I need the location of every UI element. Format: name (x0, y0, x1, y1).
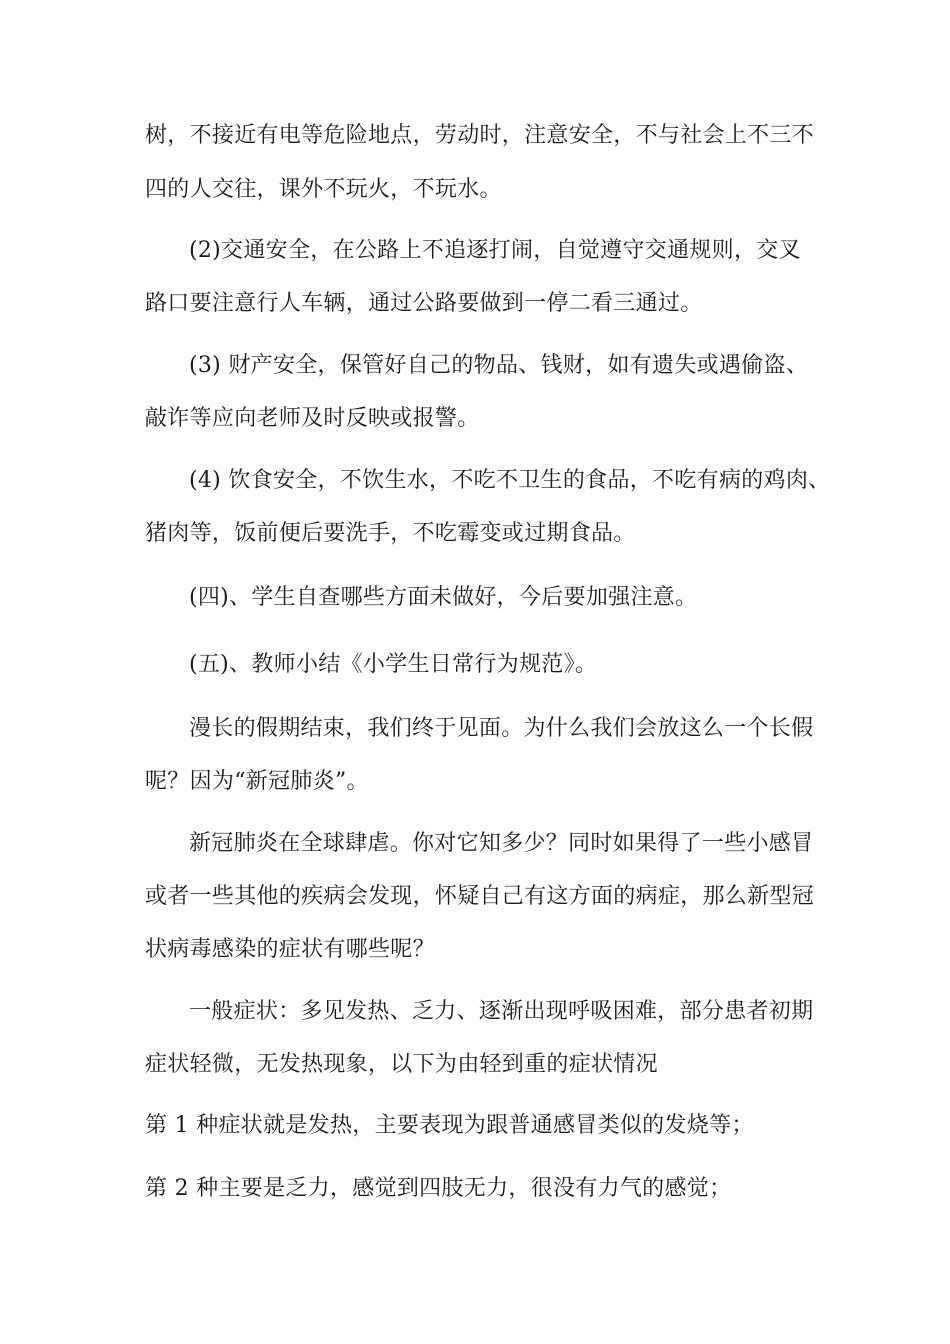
text-line: (2)交通安全，在公路上不追逐打闹，自觉遵守交通规则，交叉 (189, 238, 801, 263)
text-line: 状病毒感染的症状有哪些呢？ (145, 937, 435, 962)
text-line: (3) 财产安全，保管好自己的物品、钱财，如有遗失或遇偷盗、 (189, 353, 809, 378)
text-line: 敲诈等应向老师及时反映或报警。 (145, 406, 480, 431)
text-line: 猪肉等，饭前便后要洗手，不吃霉变或过期食品。 (145, 521, 636, 546)
text-line: 路口要注意行人车辆，通过公路要做到一停二看三通过。 (145, 291, 703, 316)
text-line: 第 1 种症状就是发热，主要表现为跟普通感冒类似的发烧等； (145, 1113, 754, 1138)
text-line: 一般症状：多见发热、乏力、逐渐出现呼吸困难，部分患者初期 (189, 999, 814, 1024)
text-line: 树，不接近有电等危险地点，劳动时，注意安全，不与社会上不三不 (145, 123, 815, 148)
text-line: (4) 饮食安全，不饮生水，不吃不卫生的食品，不吃有病的鸡肉、 (189, 468, 831, 493)
text-line: 第 2 种主要是乏力，感觉到四肢无力，很没有力气的感觉； (145, 1176, 732, 1201)
text-line: 四的人交往，课外不玩火，不玩水。 (145, 177, 502, 202)
text-line: (五)、教师小结《小学生日常行为规范》。 (189, 652, 598, 677)
text-line: 新冠肺炎在全球肆虐。你对它知多少？同时如果得了一些小感冒 (189, 831, 814, 856)
text-line: 漫长的假期结束，我们终于见面。为什么我们会放这么一个长假 (189, 716, 814, 741)
text-line: 或者一些其他的疾病会发现，怀疑自己有这方面的病症，那么新型冠 (145, 884, 815, 909)
text-line: 症状轻微，无发热现象，以下为由轻到重的症状情况 (145, 1052, 658, 1077)
text-line: (四)、学生自查哪些方面未做好，今后要加强注意。 (189, 585, 698, 610)
text-line: 呢？因为“新冠肺炎”。 (145, 769, 369, 794)
